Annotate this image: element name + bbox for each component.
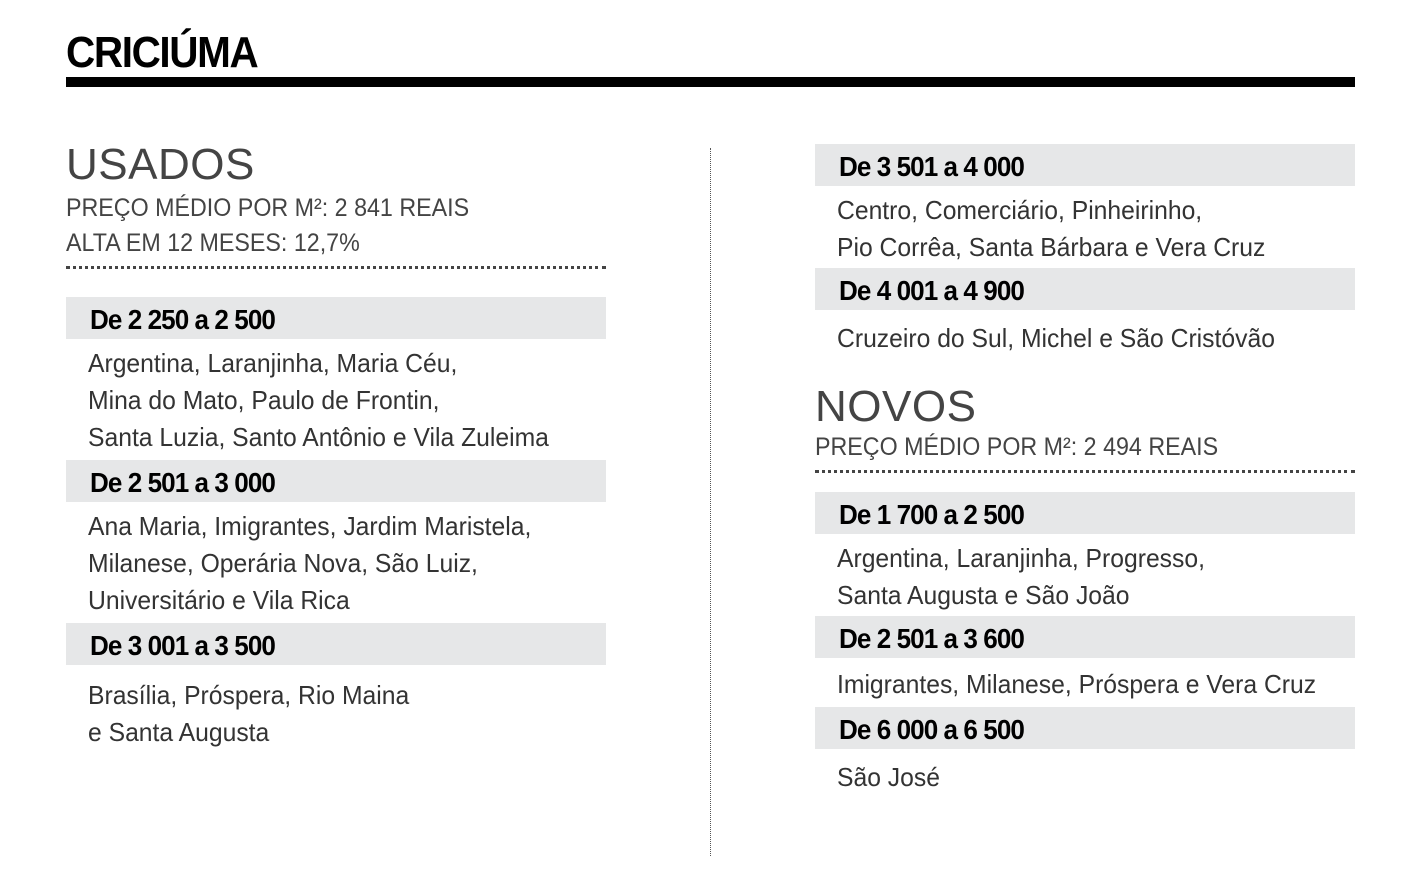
usados-range-2-label: De 2 501 a 3 000 <box>90 467 275 498</box>
neighborhood-line: Santa Augusta e São João <box>837 580 1130 610</box>
novos-dotted-rule <box>815 470 1355 473</box>
usados-range-3-band <box>66 623 606 665</box>
neighborhood-line: Argentina, Laranjinha, Progresso, <box>837 543 1205 573</box>
usados-range-5-band <box>815 268 1355 310</box>
neighborhood-line: São José <box>837 762 940 792</box>
novos-heading: NOVOS <box>815 382 977 431</box>
usados-range-1-label: De 2 250 a 2 500 <box>90 304 275 335</box>
usados-range-3-neighborhoods <box>66 677 606 751</box>
usados-dotted-rule <box>66 266 606 269</box>
usados-range-4-band <box>815 144 1355 186</box>
neighborhood-line: Brasília, Próspera, Rio Maina <box>88 680 410 710</box>
usados-range-1-neighborhoods <box>66 345 606 456</box>
usados-preco-medio: PREÇO MÉDIO POR M²: 2 841 REAIS <box>66 194 470 222</box>
novos-range-3-neighborhoods <box>815 759 1355 796</box>
usados-range-4-neighborhoods <box>815 192 1355 266</box>
neighborhood-line: Imigrantes, Milanese, Próspera e Vera Cruz <box>837 669 1317 699</box>
neighborhood-line: Milanese, Operária Nova, São Luiz, <box>88 548 478 578</box>
usados-range-3-label: De 3 001 a 3 500 <box>90 630 275 661</box>
page-title: CRICIÚMA <box>66 28 258 77</box>
neighborhood-line: Centro, Comerciário, Pinheirinho, <box>837 195 1203 225</box>
novos-range-3-band <box>815 707 1355 749</box>
neighborhood-line: Cruzeiro do Sul, Michel e São Cristóvão <box>837 323 1275 353</box>
neighborhood-line: Santa Luzia, Santo Antônio e Vila Zuleima <box>88 422 549 452</box>
neighborhood-line: Ana Maria, Imigrantes, Jardim Maristela, <box>88 511 532 541</box>
neighborhood-line: Argentina, Laranjinha, Maria Céu, <box>88 348 458 378</box>
novos-range-3-label: De 6 000 a 6 500 <box>839 714 1024 745</box>
novos-range-2-band <box>815 616 1355 658</box>
right-column <box>815 144 1355 796</box>
title-rule <box>66 77 1355 87</box>
usados-range-2-band <box>66 460 606 502</box>
usados-heading: USADOS <box>66 140 255 189</box>
usados-column <box>66 140 606 751</box>
novos-range-1-label: De 1 700 a 2 500 <box>839 499 1024 530</box>
usados-alta: ALTA EM 12 MESES: 12,7% <box>66 229 360 257</box>
usados-range-1-band <box>66 297 606 339</box>
usados-range-5-neighborhoods <box>815 320 1355 357</box>
neighborhood-line: e Santa Augusta <box>88 717 270 747</box>
novos-range-2-neighborhoods <box>815 666 1355 703</box>
novos-range-1-band <box>815 492 1355 534</box>
novos-range-2-label: De 2 501 a 3 600 <box>839 623 1024 654</box>
usados-range-4-label: De 3 501 a 4 000 <box>839 151 1024 182</box>
neighborhood-line: Mina do Mato, Paulo de Frontin, <box>88 385 440 415</box>
usados-range-2-neighborhoods <box>66 508 606 619</box>
novos-range-1-neighborhoods <box>815 540 1355 614</box>
neighborhood-line: Universitário e Vila Rica <box>88 585 350 615</box>
usados-range-5-label: De 4 001 a 4 900 <box>839 275 1024 306</box>
neighborhood-line: Pio Corrêa, Santa Bárbara e Vera Cruz <box>837 232 1266 262</box>
column-divider <box>710 148 711 856</box>
novos-preco-medio: PREÇO MÉDIO POR M²: 2 494 REAIS <box>815 433 1219 461</box>
